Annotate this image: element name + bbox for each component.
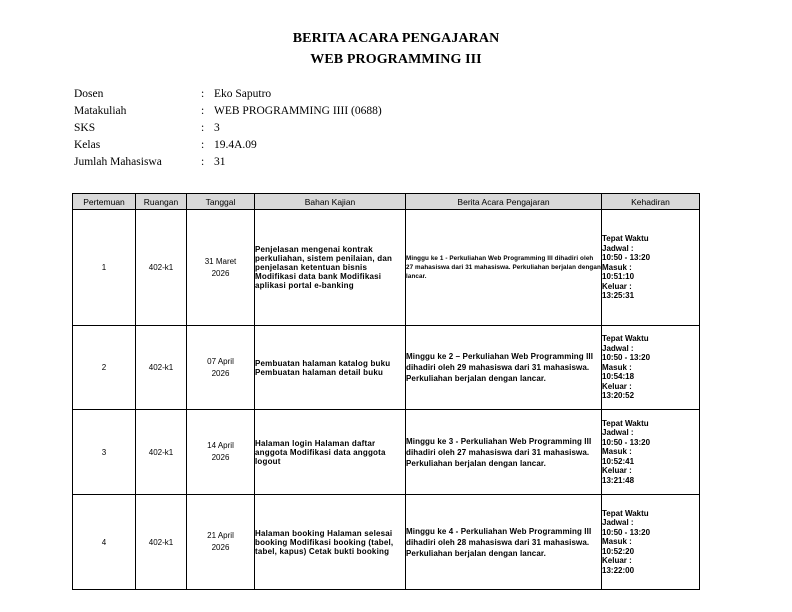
kehadiran-status: Tepat Waktu — [602, 234, 649, 244]
cell-berita-acara: Minggu ke 2 – Perkuliahan Web Programming III dihadiri oleh 29 mahasiswa dari 31 mahasiswa. Perkuliahan berjalan dengan lancar. — [406, 326, 602, 410]
cell-bahan-kajian: Pembuatan halaman katalog buku Pembuatan halaman detail buku — [255, 326, 406, 410]
info-label: Dosen — [74, 88, 104, 100]
kehadiran-keluar-label: Keluar : — [602, 381, 632, 391]
kehadiran-keluar-value: 13:20:52 — [602, 391, 635, 401]
kehadiran-keluar-label: Keluar : — [602, 556, 632, 566]
column-header-pertemuan: Pertemuan — [73, 194, 136, 210]
kehadiran-masuk-label: Masuk : — [602, 362, 632, 372]
cell-ruangan: 402-k1 — [136, 326, 187, 410]
kehadiran-jadwal-value: 10:50 - 13:20 — [602, 437, 651, 447]
info-value: 19.4A.09 — [214, 139, 257, 151]
kehadiran-jadwal-label: Jadwal : — [602, 518, 634, 528]
info-row-sks — [74, 120, 382, 137]
kehadiran-jadwal-label: Jadwal : — [602, 428, 634, 438]
info-colon: : — [201, 88, 205, 100]
cell-berita-acara: Minggu ke 1 - Perkuliahan Web Programming III dihadiri oleh 27 mahasiswa dari 31 mahasiswa. Perkuliahan berjalan dengan lancar. — [406, 210, 602, 326]
kehadiran-keluar-value: 13:25:31 — [602, 291, 635, 301]
kehadiran-jadwal-label: Jadwal : — [602, 343, 634, 353]
info-label: Jumlah Mahasiswa — [74, 156, 162, 168]
info-label: Matakuliah — [74, 105, 127, 117]
tanggal-date: 14 April — [207, 441, 234, 450]
info-row-matakuliah — [74, 103, 382, 120]
tanggal-year: 2026 — [211, 268, 230, 278]
info-label: Kelas — [74, 139, 101, 151]
kehadiran-keluar-value: 13:22:00 — [602, 565, 635, 575]
cell-tanggal — [187, 326, 255, 410]
info-colon: : — [201, 105, 205, 117]
cell-pertemuan: 3 — [73, 410, 136, 495]
kehadiran-jadwal-value: 10:50 - 13:20 — [602, 527, 651, 537]
info-value: WEB PROGRAMMING IIII (0688) — [214, 105, 382, 117]
table-row — [73, 495, 700, 590]
tanggal-date: 31 Maret — [204, 256, 237, 266]
info-colon: : — [201, 139, 205, 151]
cell-kehadiran — [602, 495, 700, 590]
info-value: 31 — [214, 156, 226, 168]
tanggal-date: 21 April — [207, 531, 234, 540]
column-header-tanggal: Tanggal — [187, 194, 255, 210]
table-row — [73, 326, 700, 410]
kehadiran-status: Tepat Waktu — [602, 508, 649, 518]
cell-tanggal — [187, 210, 255, 326]
tanggal-year: 2026 — [211, 368, 230, 378]
kehadiran-masuk-label: Masuk : — [602, 262, 632, 272]
course-info — [74, 86, 382, 171]
info-row-dosen — [74, 86, 382, 103]
kehadiran-jadwal-value: 10:50 - 13:20 — [602, 353, 651, 363]
cell-bahan-kajian: Halaman booking Halaman selesai booking Modifikasi booking (tabel, tabel, kapus) Cetak bukti booking — [255, 495, 406, 590]
kehadiran-masuk-value: 10:52:20 — [602, 546, 635, 556]
column-header-berita-acara: Berita Acara Pengajaran — [406, 194, 602, 210]
cell-tanggal — [187, 410, 255, 495]
kehadiran-keluar-label: Keluar : — [602, 281, 632, 291]
column-header-ruangan: Ruangan — [136, 194, 187, 210]
table-header-row — [73, 194, 700, 210]
column-header-kehadiran: Kehadiran — [602, 194, 700, 210]
table-row — [73, 210, 700, 326]
info-value: 3 — [214, 122, 220, 134]
cell-berita-acara: Minggu ke 4 - Perkuliahan Web Programming III dihadiri oleh 28 mahasiswa dari 31 mahasiswa. Perkuliahan berjalan dengan lancar. — [406, 495, 602, 590]
kehadiran-jadwal-label: Jadwal : — [602, 243, 634, 253]
kehadiran-keluar-value: 13:21:48 — [602, 475, 635, 485]
kehadiran-masuk-value: 10:51:10 — [602, 272, 635, 282]
cell-kehadiran — [602, 410, 700, 495]
kehadiran-masuk-label: Masuk : — [602, 447, 632, 457]
info-colon: : — [201, 156, 205, 168]
cell-kehadiran — [602, 326, 700, 410]
cell-berita-acara: Minggu ke 3 - Perkuliahan Web Programming III dihadiri oleh 27 mahasiswa dari 31 mahasiswa. Perkuliahan berjalan dengan lancar. — [406, 410, 602, 495]
info-row-jumlah-mahasiswa — [74, 154, 382, 171]
cell-bahan-kajian: Penjelasan mengenai kontrak perkuliahan, sistem penilaian, dan penjelasan ketentuan bisnis Modifikasi data bank Modifikasi aplikasi portal e-banking — [255, 210, 406, 326]
kehadiran-masuk-value: 10:52:41 — [602, 456, 635, 466]
cell-ruangan: 402-k1 — [136, 210, 187, 326]
info-label: SKS — [74, 122, 96, 134]
kehadiran-masuk-value: 10:54:18 — [602, 372, 635, 382]
cell-ruangan: 402-k1 — [136, 410, 187, 495]
tanggal-year: 2026 — [211, 453, 230, 462]
cell-bahan-kajian: Halaman login Halaman daftar anggota Modifikasi data anggota logout — [255, 410, 406, 495]
tanggal-year: 2026 — [211, 543, 230, 552]
table-row — [73, 410, 700, 495]
cell-pertemuan: 2 — [73, 326, 136, 410]
cell-ruangan: 402-k1 — [136, 495, 187, 590]
cell-pertemuan: 4 — [73, 495, 136, 590]
teaching-log-table — [72, 193, 700, 590]
kehadiran-masuk-label: Masuk : — [602, 537, 632, 547]
document-title: BERITA ACARA PENGAJARAN — [292, 31, 500, 46]
kehadiran-jadwal-value: 10:50 - 13:20 — [602, 253, 651, 263]
info-value: Eko Saputro — [214, 88, 272, 100]
cell-tanggal — [187, 495, 255, 590]
cell-pertemuan: 1 — [73, 210, 136, 326]
kehadiran-status: Tepat Waktu — [602, 334, 649, 344]
kehadiran-status: Tepat Waktu — [602, 418, 649, 428]
column-header-bahan-kajian: Bahan Kajian — [255, 194, 406, 210]
document-subtitle: WEB PROGRAMMING III — [310, 52, 482, 67]
tanggal-date: 07 April — [207, 356, 234, 366]
kehadiran-keluar-label: Keluar : — [602, 466, 632, 476]
cell-kehadiran — [602, 210, 700, 326]
info-colon: : — [201, 122, 205, 134]
info-row-kelas — [74, 137, 382, 154]
